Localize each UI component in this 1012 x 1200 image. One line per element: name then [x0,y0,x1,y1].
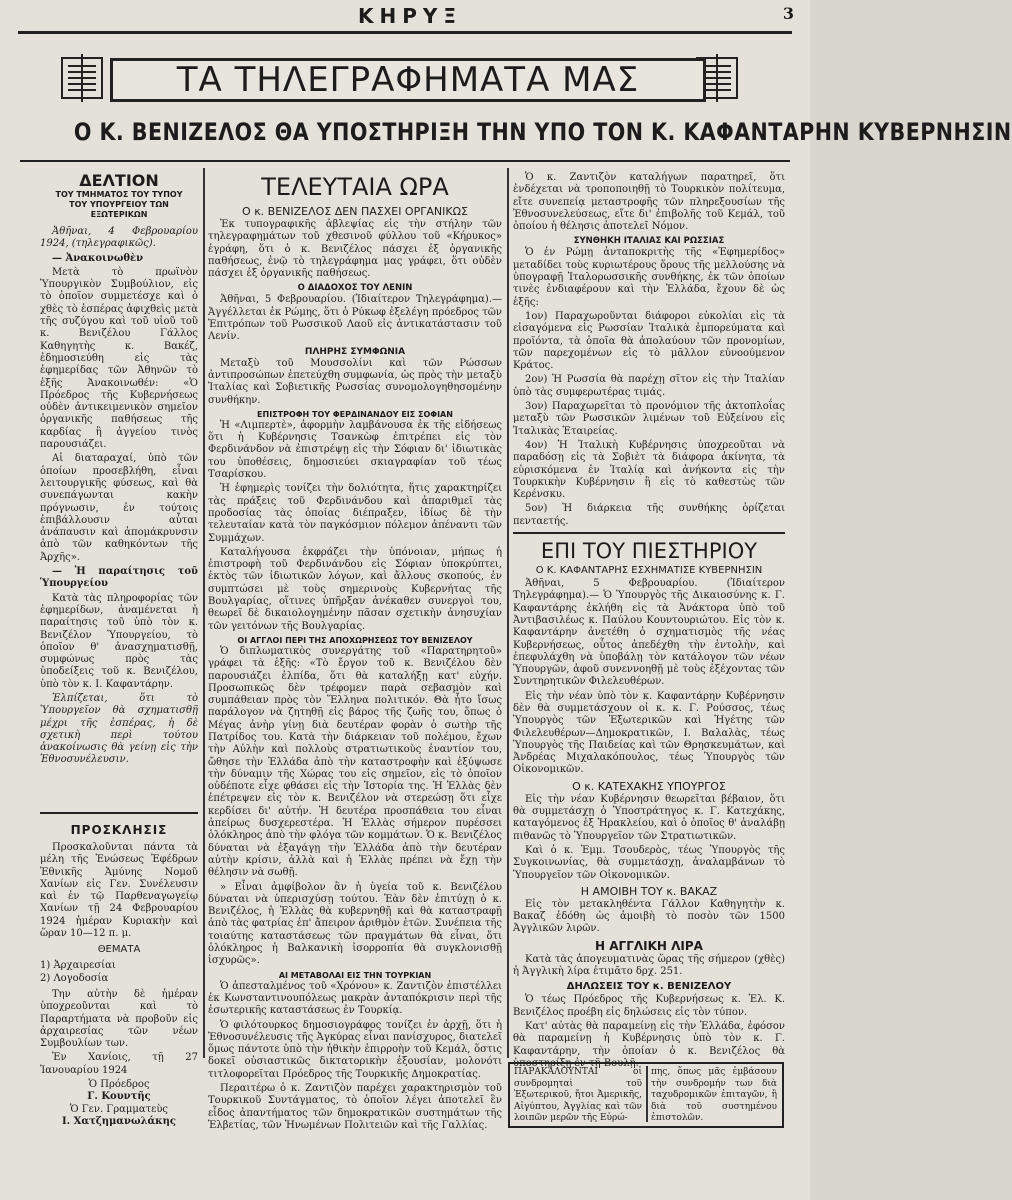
column-rule [507,168,509,1058]
column-3 [513,172,785,1072]
column-1 [40,172,198,769]
newspaper-name: ΚΗΡΥΞ [357,4,462,28]
section-rule [40,812,198,814]
subheading: — Ἀνακοινωθὲν [52,252,144,264]
paragraph: Προσκαλοῦνται πάντα τὰ μέλη τῆς Ἐνώσεως Ἐφέδρων Ἐθνικῆς Ἀμύνης Νομοῦ Χανίων εἰς Γεν. Συνέλευσιν καὶ ἐν τῷ Παρθεναγωγείῳ Χανίων τῇ 24 Φεβρουαρίου 1924 ἡμέραν Κυριακὴν καὶ ὥραν 10—12 π. μ. [40,842,198,940]
paragraph: Εἰς τὴν νέαν Κυβέρνησιν θεωρεῖται βέβαιον, ὅτι θὰ συμμετάσχῃ ὁ Ὑποστράτηγος κ. Γ. Κατεχάκης, καταγόμενος ἐξ Ἡρακλείου, καὶ ὁ ὁποῖος θ' ἀναλάβῃ πιθανῶς τὸ Ὑπουργεῖον τῶν Στρατιωτικῶν. [513,793,785,842]
paragraph: Κατ' αὐτὰς θὰ παραμείνῃ εἰς τὴν Ἑλλάδα, ἐφόσον θὰ παραμείνῃ ἡ Κυβέρνησις ὑπὸ τὸν κ. Γ. Καφαντάρην, τὴν ὁποίαν ὁ κ. Βενιζέλος θὰ ὑποστηρίξῃ ἐν τῇ Βουλῇ. [513,1020,785,1069]
agenda-item: 2) Λογοδοσία [40,972,109,984]
paragraph: Ἐκ τυπογραφικῆς ἀβλεψίας εἰς τὴν στήλην τῶν τηλεγραφημάτων τοῦ χθεσινοῦ φύλλου τοῦ «Κήρυκος» ἐγράφη, ὅτι ὁ κ. Βενιζέλος πάσχει ἐξ ὀργανικῆς παθήσεως, ἐνῷ τὸ τηλεγράφημα μας γράφει, ὅτι οὐδὲν πάσχει ἐξ ὀργανικῆς παθήσεως. [208,219,502,280]
subheading: Ο ΔΙΑΔΟΧΟΣ ΤΟΥ ΛΕΝΙΝ [297,283,413,294]
agenda-item: 1) Ἀρχαιρεσίαι [40,960,116,972]
banner-title: ΤΑ ΤΗΛΕΓΡΑΦΗΜΑΤΑ ΜΑΣ [176,60,640,100]
paragraph: Ὁ φιλότουρκος δημοσιογράφος τονίζει ἐν ἀρχῇ, ὅτι ἡ Ἐθνοσυνέλευσις τῆς Ἀγκύρας εἶναι πανίσχυρος, διατελεῖ ὅμως πάντοτε ὑπὸ τὴν ἠθικὴν ἐπιρροὴν τοῦ Κεμάλ, ὅστις δοκεῖ οὐσιαστικῶς δικτατορικὴν ἐξουσίαν, μολονότι τιτλοφορεῖται Πρόεδρος τῆς Τουρκικῆς Δημοκρατίας. [208,1019,502,1080]
signature-name: Γ. Κουντῆς [87,1091,151,1103]
subheading: — Ἡ παραίτησις τοῦ Ὑπουργείου [40,566,198,590]
paragraph: Μετὰ τὸ πρωϊνὸν Ὑπουργικὸν Συμβούλιον, εἰς τὸ ὁποῖον συμμετέσχε καὶ ὁ χθὲς τὸ ἑσπέρας ἀφιχθεὶς μετὰ τῆς συζύγου καὶ τοῦ υἱοῦ τοῦ κ. Βενιζέλου Γάλλος Καθηγητὴς κ. Βακέζ, ἐδημοσιεύθη εἰς τὰς ἐφημερίδας τῶν Ἀθηνῶν τὸ ἑξῆς Ἀνακοινωθέν: «Ὁ Πρόεδρος τῆς Κυβερνήσεως οὐδὲν ἀντικειμενικὸν σημεῖον ὀργανικῆς παθήσεως τῆς καρδίας ἢ ἀγγείου τινὸς παρουσιάζει. [40,266,198,451]
main-headline: Ο Κ. ΒΕΝΙΖΕΛΟΣ ΘΑ ΥΠΟΣΤΗΡΙΞΗ ΤΗΝ ΥΠΟ ΤΟΝ Κ. ΚΑΦΑΝΤΑΡΗΝ ΚΥΒΕΡΝΗΣΙΝ [73,118,1012,146]
paragraph: Ὁ ἀπεσταλμένος τοῦ «Χρόνου» κ. Ζαντιζὸν ἐπιστέλλει ἐκ Κωνσταντινουπόλεως μακρὰν ἀνταπόκρισιν περὶ τῆς ἐσωτερικῆς καταστάσεως ἐν Τουρκίᾳ. [208,980,502,1017]
paragraph: Ἐλπίζεται, ὅτι τὸ Ὑπουργεῖον θὰ σχηματισθῇ μέχρι τῆς ἑσπέρας, ἡ δὲ σχετικὴ περὶ τούτου ἀνακοίνωσις θὰ γείνῃ εἰς τὴν Ἐθνοσυνέλευσιν. [40,692,198,766]
invitation-notice [40,822,198,1128]
paragraph: Κατὰ τὰς πληροφορίας τῶν ἐφημερίδων, ἀναμένεται ἡ παραίτησις τοῦ ὑπὸ τὸν κ. Βενιζέλον Ὑπουργείου, τὸ ὁποῖον θ' ἀνασχηματισθῇ, συμφώνως πρὸς τὰς ὑποδείξεις τοῦ κ. Βενιζέλου, ὑπὸ τὸν κ. Ι. Καφαντάρην. [40,592,198,690]
headline-rule [20,160,790,162]
paragraph: 4ον) Ἡ Ἰταλικὴ Κυβέρνησις ὑποχρεοῦται νὰ παραδόσῃ εἰς τὰ Σοβιὲτ τὰ διάφορα ἀκίνητα, τὰ εὑρισκόμενα ἐν Ἰταλίᾳ καὶ ἀνήκοντα εἰς τὴν Τουρκικὴν Κυβέρνησιν ἢ εἰς τὸ καθεστὼς τῶν Κερένσκυ. [513,439,785,501]
subheading: ΣΥΝΘΗΚΗ ΙΤΑΛΙΑΣ ΚΑΙ ΡΩΣΣΙΑΣ [573,236,725,247]
paragraph: Εἰς τὸν μετακληθέντα Γάλλον Καθηγητὴν κ. Βακαζ ἐδόθη ὡς ἀμοιβὴ τὸ ποσὸν τῶν 1500 Ἀγγλικῶν λιρῶν. [513,898,785,935]
telegraph-ornament-icon [60,52,104,104]
subheading: ΟΙ ΑΓΓΛΟΙ ΠΕΡΙ ΤΗΣ ΑΠΟΧΩΡΗΣΕΩΣ ΤΟΥ ΒΕΝΙΖΕΛΟΥ [237,635,473,645]
paragraph: Ὁ ἐν Ρώμῃ ἀνταποκριτὴς τῆς «Ἐφημερίδος» μεταδίδει τοὺς κυριωτέρους ὅρους τῆς μελλούσης νὰ ὑπογραφῇ Ἰταλορωσσικῆς συνθήκης, ἐκ τῶν ὁποίων τινὲς ἐνδιαφέρουν καὶ τὴν Ἑλλάδα, ἔχουν δὲ ὡς ἑξῆς: [513,247,785,308]
paragraph: Κατὰ τὰς ἀπογευματινὰς ὥρας τῆς σήμερον (χθὲς) ἡ Ἀγγλικὴ λίρα ἐτιμᾶτο δρχ. 251. [513,953,785,978]
subheading: Η ΑΜΟΙΒΗ ΤΟΥ κ. ΒΑΚΑΖ [580,884,718,898]
paragraph: 5ον) Ἡ διάρκεια τῆς συνθήκης ὁρίζεται πενταετής. [513,503,785,527]
subheading: ΠΛΗΡΗΣ ΣΥΜΦΩΝΙΑ [304,346,406,357]
agenda-title: ΘΕΜΑΤΑ [97,944,141,956]
masthead [0,0,810,34]
paragraph: Περαιτέρω ὁ κ. Ζαντιζὸν παρέχει χαρακτηρισμὸν τοῦ Τουρκικοῦ Συντάγματος, τὸ ὁποῖον λέγει ἀποτελεῖ ἓν εἶδος ἀπαντήματος τῶν δημοκρατικῶν συστημάτων τῆς Ἑλβετίας, τῶν Ἡνωμένων Πολιτειῶν καὶ τῆς Γαλλίας. [208,1083,502,1131]
column-2 [208,172,502,1134]
notice-left: ΠΑΡΑΚΑΛΟΥΝΤΑΙ οἱ συνδρομηταὶ τοῦ Ἐξωτερικοῦ, ἤτοι Ἀμερικῆς, Αἰγύπτου, Ἀγγλίας καὶ τῶν λοιπῶν μερῶν τῆς Εὐρώ- [514,1067,642,1123]
signature-name: Ι. Χατζημανωλάκης [61,1115,177,1127]
section-banner [110,58,706,102]
signature-role: Ὁ Πρόεδρος [88,1079,150,1091]
paragraph: Ἡ «Λιμπερτὲ», ἀφορμὴν λαμβάνουσα ἐκ τῆς εἰδήσεως ὅτι ἡ Κυβέρνησις Τσανκὼφ ἐπιτρέπει εἰς τὸν Φερδινάνδον νὰ ἐπιστρέψῃ εἰς τὴν Σόφιαν δι' ἰδιωτικὰς του ὑποθέσεις, δημοσιεύει σκιαγραφίαν τοῦ τέως Τσαρίσκου. [208,419,502,481]
latest-hour-title: ΤΕΛΕΥΤΑΙΑ ΩΡΑ [261,173,449,201]
subheading: Ο κ. ΒΕΝΙΖΕΛΟΣ ΔΕΝ ΠΑΣΧΕΙ ΟΡΓΑΝΙΚΩΣ [242,205,468,218]
dateline: Ἀθῆναι, 4 Φεβρουαρίου 1924, (τηλεγραφικῶς). [40,226,198,250]
signature-role: Ὁ Γεν. Γραμματεὺς [69,1103,169,1115]
subheading: ΔΗΛΩΣΕΙΣ ΤΟΥ κ. ΒΕΝΙΖΕΛΟΥ [566,981,732,993]
section-rule [513,532,785,534]
subheading: Ο Κ. ΚΑΦΑΝΤΑΡΗΣ ΕΣΧΗΜΑΤΙΣΕ ΚΥΒΕΡΝΗΣΙΝ [535,565,763,577]
invitation-title: ΠΡΟΣΚΛΗΣΙΣ [70,823,168,837]
paragraph: Την αὐτὴν δὲ ἡμέραν ὑποχρεοῦνται καὶ τὸ Παραρτήματα νὰ προβοῦν εἰς ἀρχαιρεσίας τῶν νέων Συμβουλίων των. [40,988,198,1050]
subheading: Η ΑΓΓΛΙΚΗ ΛΙΡΑ [595,938,703,953]
paragraph: 2ον) Ἡ Ρωσσία θὰ παρέχῃ σῖτον εἰς τὴν Ἰταλίαν ὑπὸ τὰς συμφερωτέρας τιμάς. [513,374,785,398]
paragraph: Καταλήγουσα ἐκφράζει τὴν ὑπόνοιαν, μήπως ἡ ἐπιστροφὴ τοῦ Φερδινάνδου εἰς Σόφιαν ὑποκρύπτει, ἐκτὸς τῶν ἰδιωτικῶν λόγων, καὶ ἄλλους σκοπούς, ἐν συμπτώσει μὲ τοὺς σημερινοὺς Κυβερνήτας τῆς Βουλγαρίας, οἵτινες ὑπῆρξαν ἀνέκαθεν συνεργοὶ του, θεωρεῖ δὲ δικαιολογημένην πᾶσαν σχετικὴν ἀνησυχίαν τῶν γειτόνων τῆς Βουλγαρίας. [208,546,502,632]
subheading: ΕΠΙΣΤΡΟΦΗ ΤΟΥ ΦΕΡΔΙΝΑΝΔΟΥ ΕΙΣ ΣΟΦΙΑΝ [257,409,453,419]
subheading: ΑΙ ΜΕΤΑΒΟΛΑΙ ΕΙΣ ΤΗΝ ΤΟΥΡΚΙΑΝ [278,970,432,980]
notice-divider [646,1066,648,1122]
paragraph: 1ον) Παραχωροῦνται διάφοροι εὐκολίαι εἰς τὰ εἰσαγόμενα εἰς Ρωσσίαν Ἰταλικὰ ἐμπορεύματα καὶ προϊόντα, τὰ ὁποῖα θὰ ἀπολαύουν τῶν προνομίων, τῶν παρεχομένων εἰς τὸ μᾶλλον εὐνοούμενον Κράτος. [513,310,785,372]
paragraph: Ἀθῆναι, 5 Φεβρουαρίου. (Ἰδιαίτερον Τηλεγράφημα).— Ὁ Ὑπουργὸς τῆς Δικαιοσύνης κ. Γ. Καφαντάρης ἐκλήθη εἰς τὰ Ἀνάκτορα ὑπὸ τοῦ Ἀντιβασιλέως κ. Παύλου Κουντουριώτου. Εἰς τὸν κ. Καφαντάρην ἀνετέθη ὁ σχηματισμὸς τῆς νέας Κυβερνήσεως, οὗτος ἀπεδέχθη τὴν ἐντολὴν, καὶ ἐπεφυλάχθη νὰ ὑποβάλῃ τὸν κατάλογον τῶν νέων Ὑπουργῶν, ἀφοῦ συνεννοηθῇ μὲ τοὺς ἐξέχοντας τῶν Συντηρητικῶν Φιλελευθέρων. [513,578,785,688]
subscription-notice-box [508,1062,784,1128]
subheading: Ο κ. ΚΑΤΕΧΑΚΗΣ ΥΠΟΥΡΓΟΣ [572,779,726,793]
paragraph: Ὁ τέως Πρόεδρος τῆς Κυβερνήσεως κ. Ἐλ. Κ. Βενιζέλος προέβη εἰς δηλώσεις εἰς τὸν τύπον. [513,994,785,1018]
bulletin-subtitle: ΤΟΥ ΤΜΗΜΑΤΟΣ ΤΟΥ ΤΥΠΟΥ [55,190,183,199]
paragraph: Αἱ διαταραχαί, ὑπὸ τῶν ὁποίων προσεβλήθη, εἶναι λειτουργικῆς φύσεως, καὶ θὰ συνεπάγωνται κακὴν πρόγνωσιν, ἐν τούτοις ἐπιβάλλουσιν αὗται ἀνάπαυσιν καὶ ἀπομάκρυνσιν ἀπὸ τῶν καθηκόντων τῆς Ἀρχῆς». [40,453,198,563]
paragraph: Εἰς τὴν νέαν ὑπὸ τὸν κ. Καφαντάρην Κυβέρνησιν δὲν θὰ συμμετάσχουν οἱ κ. κ. Γ. Ρούσσος, τέως Ὑπουργὸς τῶν Ἐξωτερικῶν καὶ Ἡγέτης τῶν Φιλελευθέρων—Δημοκρατικῶν, Ι. Βαλαλὰς, τέως Ὑπουργὸς τῆς Παιδείας καὶ τῶν Θρησκευμάτων, καὶ Ἀνδρέας Μιχαλακόπουλος, τέως Ὑπουργὸς τῶν Οἰκονομικῶν. [513,690,785,776]
paragraph: 3ον) Παραχωρεῖται τὸ προνόμιον τῆς ἀκτοπλοΐας μεταξὺ τῶν Ρωσσικῶν λιμένων τοῦ Εὐξείνου εἰς Ἰταλικὰς Ἑταιρείας. [513,401,785,437]
paragraph: Μεταξὺ τοῦ Μουσσολίνι καὶ τῶν Ρώσσων ἀντιπροσώπων ἐπετεύχθη συμφωνία, ὡς πρὸς τὴν μεταξὺ Ἰταλίας καὶ Σοβιετικῆς Ρωσσίας συνομολογηθησομένην συνθήκην. [208,357,502,406]
place-date: Ἐν Χανίοις, τῇ 27 Ἰανουαρίου 1924 [40,1052,198,1076]
paragraph: Ὁ κ. Ζαντιζὸν καταλήγων παρατηρεῖ, ὅτι ἐνδέχεται νὰ τροποποιηθῇ τὸ Τουρκικὸν πολίτευμα, εἴτε συνεπείᾳ μεταστροφῆς τῶν πληρεξουσίων τῆς Ἐθνοσυνελεύσεως, εἴτε δι' ἐπιβολῆς τοῦ Κεμάλ, τοῦ ὁποίου ἡ θέλησις ἀποτελεῖ Νόμον. [513,172,785,233]
column-rule [203,168,205,1058]
masthead-rule [18,31,792,34]
paragraph: Ἡ ἐφημερὶς τονίζει τὴν δολιότητα, ἥτις χαρακτηρίζει τὰς πράξεις τοῦ Φερδινάνδου καὶ ἀπαριθμεῖ τὰς προδοσίας τὰς ὁποίας διέπραξεν, ἰδίως δὲ τὴν τελευταίαν κατὰ τὸν παγκόσμιον πόλεμον ἀπέναντι τῶν Συμμάχων. [208,483,502,544]
press-title: ΕΠΙ ΤΟΥ ΠΙΕΣΤΗΡΙΟΥ [540,539,758,564]
notice-right: πης, ὅπως μᾶς ἐμβάσουν τὴν συνδρομήν των διὰ ταχυδρομικῶν ἐπιταγῶν, ἢ διὰ τοῦ συστημένου ἐπιστολῶν. [651,1067,777,1123]
bulletin-subtitle: ΤΟΥ ΥΠΟΥΡΓΕΙΟΥ ΤΩΝ ΕΞΩΤΕΡΙΚΩΝ [69,200,169,219]
paragraph: » Εἶναι ἀμφίβολον ἂν ἡ ὑγεία τοῦ κ. Βενιζέλου δύναται νὰ ὑπερισχύσῃ τούτου. Ἐὰν δὲν ἐπιτύχῃ ὁ κ. Βενιζέλος, ἡ Ἑλλὰς θὰ κυβερνηθῇ καὶ θὰ καταστραφῇ ἀπὸ τὰς φατρίας ἐπ' ἄπειρον ἀριθμὸν ἐτῶν. Συνέπεια τῆς τοιαύτης καταστάσεως τῶν πραγμάτων θὰ εἶναι, ὅτι ὁλόκληρος ἡ Βαλκανικὴ ἰσορροπία θὰ συγκλονισθῇ ἰσχυρῶς». [208,881,502,967]
bulletin-title: ΔΕΛΤΙΟΝ [79,171,159,190]
paragraph: Ὁ διπλωματικὸς συνεργάτης τοῦ «Παρατηρητοῦ» γράφει τὰ ἑξῆς: «Τὸ ἔργον τοῦ κ. Βενιζέλου δὲν παρουσιάζει ἐλπίδα, ὅτι θὰ καταλήξῃ κατ' εὐχήν. Προσωπικῶς δὲν τρέφομεν παρὰ σεβασμὸν καὶ συμπάθειαν πρὸς τὸν Ἕλληνα πολιτικόν. Θὰ ἦτο ἴσως παράλογον νὰ ζητηθῇ εἰς βάρος τῆς ζωῆς του, ὅπως ὁ Μέγας ἀνὴρ γίνῃ διὰ δευτέραν φορὰν ὁ σωτὴρ τῆς Πατρίδος του. Κατὰ τὴν διάρκειαν τοῦ πολέμου, ἔχων τὴν Αὐλὴν καὶ πολλοὺς στρατιωτικοὺς ἐναντίον του, ὤθησε τὴν Ἑλλάδα ἀπὸ τὴν καταστροφὴν καὶ ἐξύψωσε τὴν δύναμιν τῆς Χώρας του εἰς σημεῖον, εἰς τὸ ὁποῖον οὐδέποτε εἶχε φθάσει εἰς τὴν Ἱστορία της. Ἡ Ἑλλὰς δὲν ἐπέτρεψεν εἰς τὸν κ. Βενιζέλον νὰ στερεώσῃ ὅτι εἶχε κερδίσει δι' αὐτήν. Ἡ δευτέρα προσπάθεια του εἶναι ἀπείρως δυσχερεστέρα. Ἡ Ἑλλὰς σήμερον πυρέσσει ὁλόκληρος ἀπὸ τὴν φλόγα τῶν κομμάτων. Ὁ κ. Βενιζέλος δύναται νὰ ἐξαγάγῃ τὴν Ἑλλάδα ἀπὸ τὴν δευτέραν αὐτὴν κρίσιν, ἀλλὰ καὶ ἡ Ἑλλὰς πρέπει νὰ ἔχῃ τὴν θέλησιν νὰ σωθῇ. [208,645,502,879]
page-number: 3 [782,4,794,23]
paragraph: Καὶ ὁ κ. Ἐμμ. Τσουδερὸς, τέως Ὑπουργὸς τῆς Συγκοινωνίας, θὰ συμμετάσχῃ, ἀναλαμβάνων τὸ Ὑπουργεῖον τῶν Οἰκονομικῶν. [513,844,785,881]
paragraph: Ἀθῆναι, 5 Φεβρουαρίου. (Ἰδιαίτερον Τηλεγράφημα).— Ἀγγέλλεται ἐκ Ρώμης, ὅτι ὁ Ρύκωφ ἐξελέγη πρόεδρος τῶν Ἐπιτρόπων τοῦ Ρωσσικοῦ Λαοῦ εἰς ἀντικατάστασιν τοῦ Λενίν. [208,294,502,343]
